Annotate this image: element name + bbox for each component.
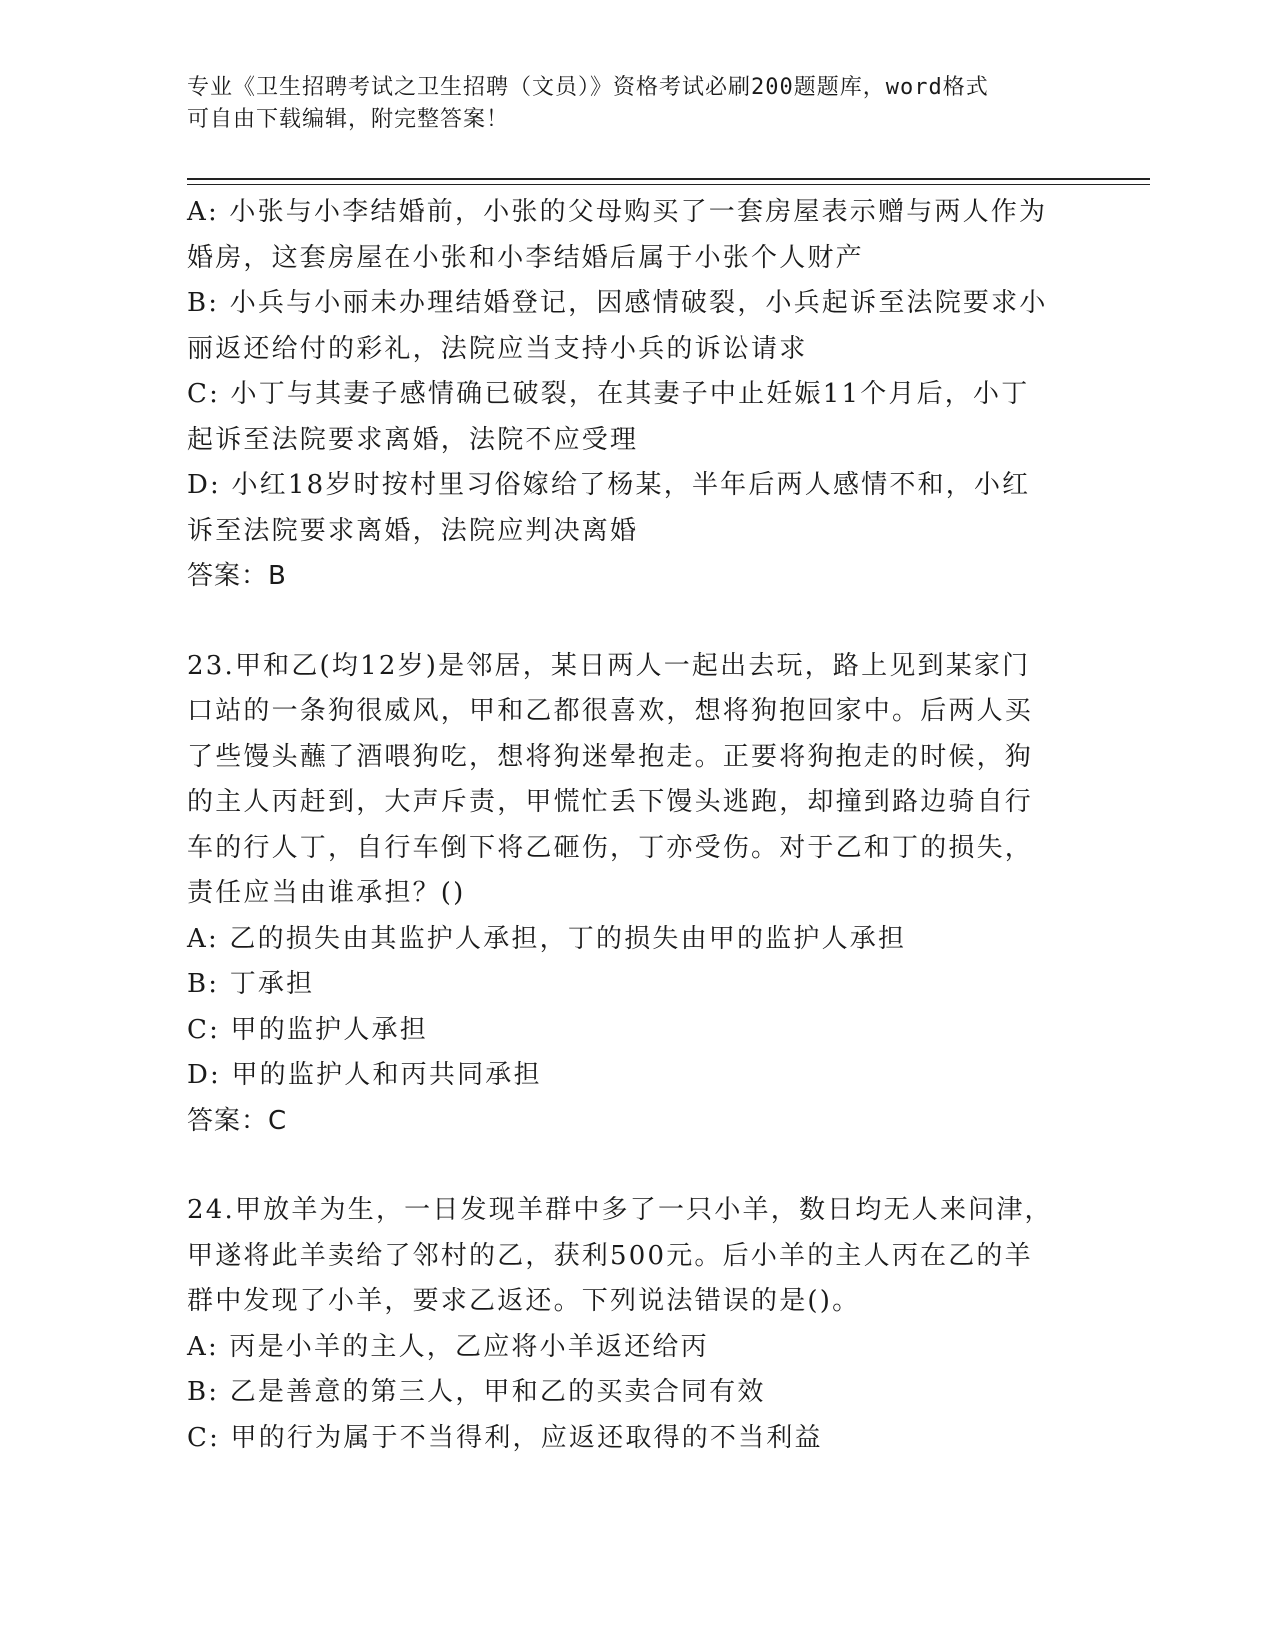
q24-stem-line-2: 甲遂将此羊卖给了邻村的乙，获利500元。后小羊的主人丙在乙的羊: [187, 1240, 1033, 1271]
q23-stem-line-5: 车的行人丁，自行车倒下将乙砸伤，丁亦受伤。对于乙和丁的损失，: [187, 832, 1034, 863]
q23-stem-line-4: 的主人丙赶到，大声斥责，甲慌忙丢下馒头逃跑，却撞到路边骑自行: [187, 787, 1034, 817]
q22-option-b-line-2: 丽返还给付的彩礼，法院应当支持小兵的诉讼请求: [187, 333, 808, 364]
q23-option-b: B: 丁承担: [187, 969, 315, 999]
document-header: [187, 72, 1067, 136]
q22-option-d-line-1: D: 小红18岁时按村里习俗嫁给了杨某，半年后两人感情不和，小红: [187, 470, 1031, 500]
header-title-line-2: 可自由下载编辑，附完整答案！: [187, 107, 510, 132]
q24-option-b: B: 乙是善意的第三人，甲和乙的买卖合同有效: [187, 1377, 766, 1407]
question-24: [187, 1188, 1067, 1461]
q24-option-a: A: 丙是小羊的主人，乙应将小羊返还给丙: [187, 1331, 709, 1362]
q22-option-c-line-1: C: 小丁与其妻子感情确已破裂，在其妻子中止妊娠11个月后，小丁: [187, 379, 1030, 409]
q22-option-b-line-1: B: 小兵与小丽未办理结婚登记，因感情破裂，小兵起诉至法院要求小: [187, 288, 1048, 318]
q23-option-c: C: 甲的监护人承担: [187, 1014, 428, 1045]
q23-stem-line-1: 23.甲和乙(均12岁)是邻居，某日两人一起出去玩，路上见到某家门: [187, 650, 1031, 681]
q24-option-c: C: 甲的行为属于不当得利，应返还取得的不当利益: [187, 1422, 823, 1453]
q22-option-d-line-2: 诉至法院要求离婚，法院应判决离婚: [187, 515, 639, 546]
question-22: [187, 190, 1067, 600]
question-spacer: [187, 1144, 1067, 1188]
question-spacer: [187, 600, 1067, 644]
q23-stem-line-6: 责任应当由谁承担？(): [187, 878, 466, 908]
q24-stem-line-3: 群中发现了小羊，要求乙返还。下列说法错误的是()。: [187, 1286, 861, 1316]
q24-stem-line-1: 24.甲放羊为生，一日发现羊群中多了一只小羊，数日均无人来问津，: [187, 1195, 1053, 1225]
q23-answer: 答案：C: [187, 1105, 288, 1136]
q22-answer: 答案：B: [187, 561, 287, 591]
question-23: [187, 644, 1067, 1145]
document-body: [187, 190, 1067, 1461]
q23-stem-line-3: 了些馒头蘸了酒喂狗吃，想将狗迷晕抱走。正要将狗抱走的时候，狗: [187, 741, 1034, 772]
q22-option-a-line-1: A: 小张与小李结婚前，小张的父母购买了一套房屋表示赠与两人作为: [187, 197, 1048, 227]
q22-option-c-line-2: 起诉至法院要求离婚，法院不应受理: [187, 424, 639, 455]
q23-option-d: D: 甲的监护人和丙共同承担: [187, 1060, 542, 1090]
header-divider-thick: [187, 178, 1150, 180]
header-title-line-1: 专业《卫生招聘考试之卫生招聘（文员）》资格考试必刷200题题库，word格式: [187, 75, 989, 100]
q23-option-a: A: 乙的损失由其监护人承担，丁的损失由甲的监护人承担: [187, 923, 907, 954]
q23-stem-line-2: 口站的一条狗很威风，甲和乙都很喜欢，想将狗抱回家中。后两人买: [187, 696, 1034, 726]
header-divider-thin: [187, 184, 1150, 185]
q22-option-a-line-2: 婚房，这套房屋在小张和小李结婚后属于小张个人财产: [187, 242, 864, 273]
